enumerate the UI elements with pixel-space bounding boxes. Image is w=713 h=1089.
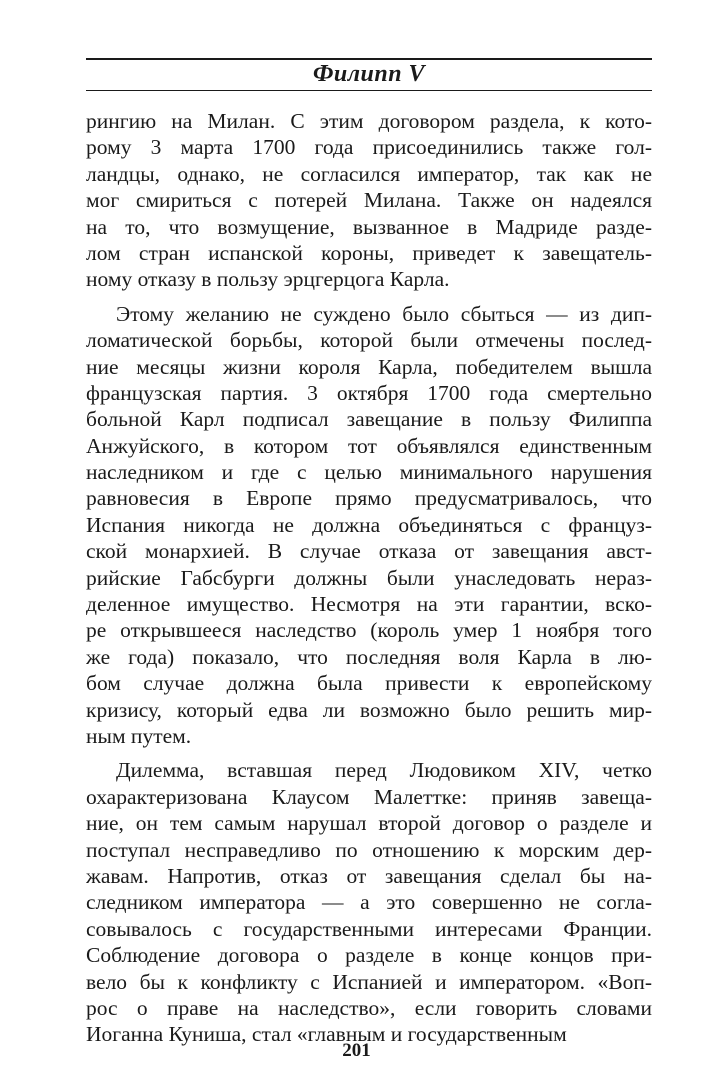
text-line: бом случае должна была привести к европейскому: [86, 671, 652, 696]
text-line: охарактеризована Клаусом Малеттке: приняв завеща-: [86, 784, 652, 809]
text-line: ным путем.: [86, 723, 192, 748]
text-line: поступал несправедливо по отношению к морским дер-: [86, 837, 652, 862]
text-line: рос о праве на наследство», если говорить словами: [86, 995, 652, 1020]
text-line: Анжуйского, в котором тот объявлялся единственным: [86, 433, 652, 458]
text-line: жавам. Напротив, отказ от завещания сделал бы на-: [86, 863, 652, 888]
text-line: рингию на Милан. С этим договором раздела, к кото-: [86, 109, 652, 133]
text-line: следником императора — а это совершенно не согла-: [86, 890, 652, 915]
text-line: рийские Габсбурги должны были унаследовать нераз-: [86, 565, 652, 590]
text-line: Иоганна Куниша, стал «главным и государственным: [86, 1022, 567, 1047]
text-line: мог смириться с потерей Милана. Также он надеялся: [86, 188, 652, 213]
text-line: кризису, который едва ли возможно было решить мир-: [86, 697, 652, 722]
text-line: Дилемма, вставшая перед Людовиком XIV, четко: [116, 758, 652, 783]
text-line: совывалось с государственными интересами Франции.: [86, 916, 652, 941]
text-line: французская партия. 3 октября 1700 года смертельно: [86, 380, 652, 405]
running-head: Филипп V: [312, 61, 426, 87]
text-line: вело бы к конфликту с Испанией и императором. «Воп-: [86, 969, 652, 994]
text-line: на то, что возмущение, вызванное в Мадриде разде-: [86, 214, 652, 239]
text-line: наследником и где с целью минимального нарушения: [86, 460, 652, 485]
text-line: равновесия в Европе прямо предусматривалось, что: [86, 486, 652, 511]
text-line: рому 3 марта 1700 года присоединились также гол-: [86, 135, 652, 160]
text-line: деленное имущество. Несмотря на эти гарантии, вско-: [86, 592, 652, 617]
text-line: Этому желанию не суждено было сбыться — из дип-: [116, 301, 652, 326]
text-line: Испания никогда не должна объединяться с француз-: [86, 512, 652, 537]
text-line: же года) показало, что последняя воля Карла в лю-: [86, 644, 652, 669]
text-line: ние месяцы жизни короля Карла, победителем вышла: [86, 354, 652, 379]
text-line: больной Карл подписал завещание в пользу Филиппа: [86, 407, 652, 432]
text-line: ре открывшееся наследство (король умер 1 ноября того: [86, 618, 652, 643]
text-line: Соблюдение договора о разделе в конце концов при-: [86, 943, 652, 968]
header-rule-bottom: [86, 90, 652, 91]
text-line: ному отказу в пользу эрцгерцога Карла.: [86, 267, 450, 292]
text-line: ской монархией. В случае отказа от завещания авст-: [86, 539, 652, 564]
text-line: лом стран испанской короны, приведет к завещатель-: [86, 240, 652, 265]
page-number: 201: [342, 1040, 371, 1061]
text-line: ломатической борьбы, которой были отмечены послед-: [86, 328, 652, 353]
text-line: ландцы, однако, не согласился император, так как не: [86, 161, 652, 186]
body-text: [86, 108, 652, 1048]
text-line: ние, он тем самым нарушал второй договор о разделе и: [86, 811, 652, 836]
